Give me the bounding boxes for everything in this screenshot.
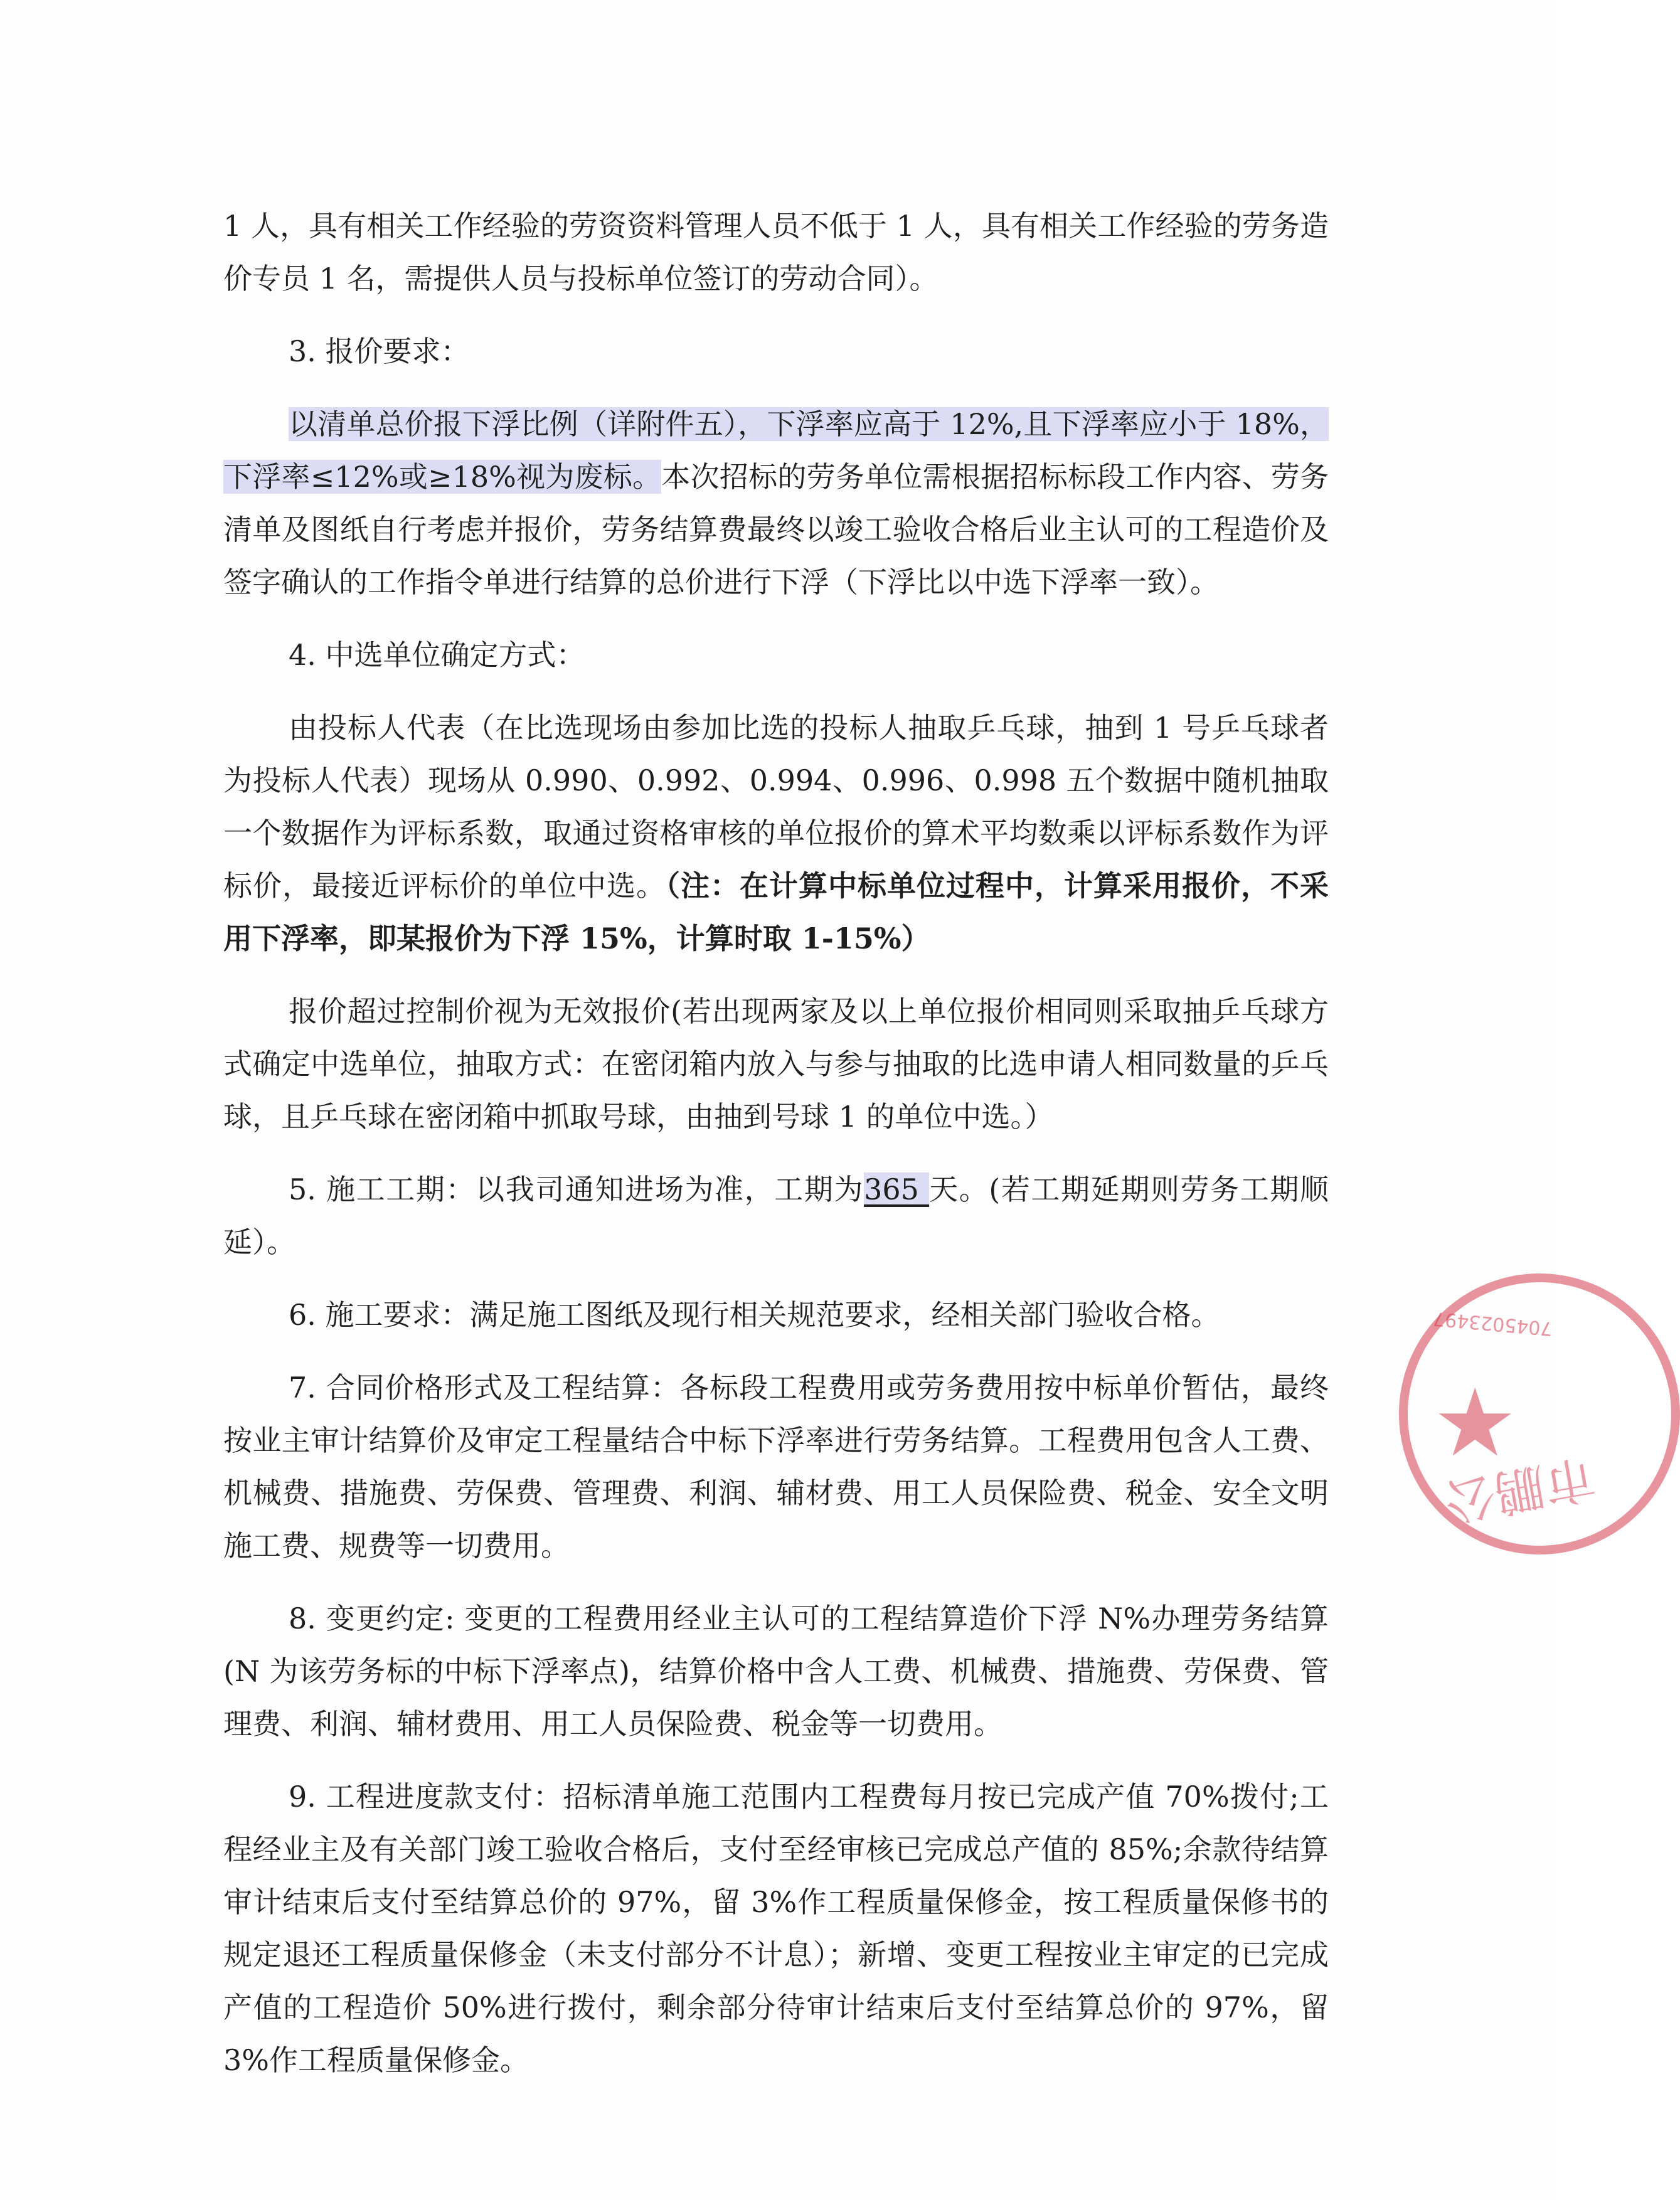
highlighted-text: 以清单总价报下浮比例（详附件五），下浮率应高于 12%,且下浮率应小于 18%，下浮率≤12%或≥18%视为废标。 <box>223 407 1329 494</box>
paragraph-staffing: 1 人，具有相关工作经验的劳资资料管理人员不低于 1 人，具有相关工作经验的劳务造价专员 1 名，需提供人员与投标单位签订的劳动合同）。 <box>223 209 1329 295</box>
heading-quotation-requirements: 3. 报价要求： <box>289 334 470 368</box>
paragraph-change-agreement: 8. 变更约定: 变更的工程费用经业主认可的工程结算造价下浮 N%办理劳务结算 (N 为该劳务标的中标下浮率点)，结算价格中含人工费、机械费、措施费、劳保费、管理费、利润、辅材费用、用工人员保险费、税金等一切费用。 <box>223 1602 1329 1741</box>
paragraph-quotation-rest: 本次招标的劳务单位需根据招标标段工作内容、劳务清单及图纸自行考虑并报价，劳务结算费最终以竣工验收合格后业主认可的工程造价及签字确认的工作指令单进行结算的总价进行下浮（下浮比以中选下浮率一致）。 <box>223 460 1329 599</box>
star-icon: ★ <box>1433 1369 1518 1478</box>
paragraph-construction-requirements: 6. 施工要求：满足施工图纸及现行相关规范要求，经相关部门验收合格。 <box>289 1298 1220 1332</box>
paragraph-selection-text: 由投标人代表（在比选现场由参加比选的投标人抽取乒乓球，抽到 1 号乒乓球者为投标人代表）现场从 0.990、0.992、0.994、0.996、0.998 五个数据中随机抽取一个数据作为评标系数，取通过资格审核的单位报价的算术平均数乘以评标系数作为评标价，最接近评标价的单位中选。 <box>223 711 1329 903</box>
document-body <box>223 199 1329 2107</box>
period-prefix: 5. 施工工期：以我司通知进场为准，工期为 <box>289 1172 864 1206</box>
period-days: 365 <box>864 1172 930 1206</box>
period-suffix: 天。(若工期延期则劳务工期顺延）。 <box>223 1172 1329 1259</box>
bold-note: （注：在计算中标单位过程中，计算采用报价，不采用下浮率，即某报价为下浮 15%，计算时取 1-15%） <box>223 869 1329 955</box>
seal-text: 市鹏公 <box>1440 1447 1600 1532</box>
company-seal <box>1399 1273 1680 1554</box>
seal-code: 7045023497 <box>1432 1307 1554 1340</box>
paragraph-quotation <box>223 398 1329 608</box>
paragraph-construction-period <box>223 1163 1329 1268</box>
paragraph-contract-price: 7. 合同价格形式及工程结算：各标段工程费用或劳务费用按中标单价暂估，最终按业主审计结算价及审定工程量结合中标下浮率进行劳务结算。工程费用包含人工费、机械费、措施费、劳保费、管理费、利润、辅材费、用工人员保险费、税金、安全文明施工费、规费等一切费用。 <box>223 1371 1329 1563</box>
paragraph-invalid-quote: 报价超过控制价视为无效报价(若出现两家及以上单位报价相同则采取抽乒乓球方式确定中选单位，抽取方式：在密闭箱内放入与参与抽取的比选申请人相同数量的乒乓球，且乒乓球在密闭箱中抓取号球，由抽到号球 1 的单位中选。） <box>223 994 1329 1134</box>
paragraph-progress-payment: 9. 工程进度款支付：招标清单施工范围内工程费每月按已完成产值 70%拨付;工程经业主及有关部门竣工验收合格后，支付至经审核已完成总产值的 85%;余款待结算审计结束后支付至结算总价的 97%，留 3%作工程质量保修金，按工程质量保修书的规定退还工程质量保修金（未支付部分不计息）；新增、变更工程按业主审定的已完成产值的工程造价 50%进行拨付，剩余部分待审计结束后支付至结算总价的 97%，留 3%作工程质量保修金。 <box>223 1780 1329 2077</box>
heading-selection-method: 4. 中选单位确定方式： <box>289 638 585 672</box>
paragraph-selection-method <box>223 701 1329 965</box>
